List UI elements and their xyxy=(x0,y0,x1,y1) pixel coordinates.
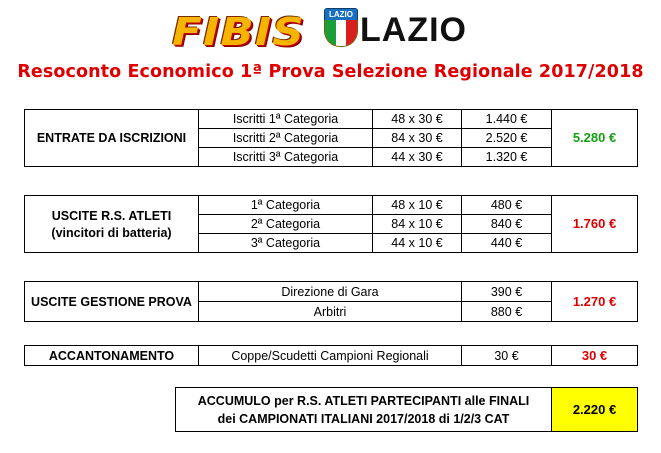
entrate-desc: Iscritti 2ª Categoria xyxy=(199,129,373,148)
table-row xyxy=(25,282,638,302)
accantonamento-total: 30 € xyxy=(552,346,638,366)
uscite-atleti-calc: 84 x 10 € xyxy=(373,215,462,234)
uscite-atleti-desc: 3ª Categoria xyxy=(199,234,373,253)
table-row xyxy=(176,388,638,432)
accumulo-description xyxy=(176,388,552,432)
fibis-lazio-logo xyxy=(168,8,478,52)
logo-lazio-text: LAZIO xyxy=(360,11,467,49)
uscite-gestione-amount: 880 € xyxy=(462,302,552,322)
uscite-gestione-desc: Direzione di Gara xyxy=(199,282,462,302)
accantonamento-label: ACCANTONAMENTO xyxy=(25,346,199,366)
accumulo-total: 2.220 € xyxy=(552,388,638,432)
accumulo-line2: dei CAMPIONATI ITALIANI 2017/2018 di 1/2/3 CAT xyxy=(217,411,510,426)
uscite-atleti-total: 1.760 € xyxy=(552,196,638,253)
entrate-amount: 1.440 € xyxy=(462,110,552,129)
italian-flag-icon xyxy=(324,20,358,47)
entrate-amount: 2.520 € xyxy=(462,129,552,148)
uscite-atleti-label-line1: USCITE R.S. ATLETI xyxy=(51,208,172,223)
accantonamento-desc: Coppe/Scudetti Campioni Regionali xyxy=(199,346,462,366)
uscite-atleti-calc: 44 x 10 € xyxy=(373,234,462,253)
shield-icon xyxy=(324,8,356,48)
uscite-atleti-amount: 480 € xyxy=(462,196,552,215)
shield-badge-text: LAZIO xyxy=(324,8,358,21)
accantonamento-table xyxy=(24,345,638,366)
uscite-gestione-total: 1.270 € xyxy=(552,282,638,322)
entrate-total: 5.280 € xyxy=(552,110,638,167)
entrate-desc: Iscritti 1ª Categoria xyxy=(199,110,373,129)
table-row xyxy=(25,110,638,129)
page-title: Resoconto Economico 1ª Prova Selezione Regionale 2017/2018 xyxy=(17,62,644,82)
accumulo-table xyxy=(175,387,638,432)
uscite-gestione-table xyxy=(24,281,638,322)
entrate-label: ENTRATE DA ISCRIZIONI xyxy=(25,110,199,167)
entrate-calc: 48 x 30 € xyxy=(373,110,462,129)
accumulo-line1: ACCUMULO per R.S. ATLETI PARTECIPANTI alle FINALI xyxy=(197,393,530,408)
table-row xyxy=(25,196,638,215)
accantonamento-amount: 30 € xyxy=(462,346,552,366)
uscite-gestione-desc: Arbitri xyxy=(199,302,462,322)
table-row xyxy=(25,346,638,366)
entrate-desc: Iscritti 3ª Categoria xyxy=(199,148,373,167)
entrate-amount: 1.320 € xyxy=(462,148,552,167)
uscite-atleti-calc: 48 x 10 € xyxy=(373,196,462,215)
uscite-atleti-amount: 440 € xyxy=(462,234,552,253)
uscite-atleti-label xyxy=(25,196,199,253)
uscite-atleti-desc: 1ª Categoria xyxy=(199,196,373,215)
entrate-calc: 44 x 30 € xyxy=(373,148,462,167)
uscite-atleti-label-line2: (vincitori di batteria) xyxy=(51,225,172,240)
uscite-atleti-table xyxy=(24,195,638,253)
logo-fibis-text: FIBIS xyxy=(172,10,305,54)
entrate-calc: 84 x 30 € xyxy=(373,129,462,148)
uscite-atleti-amount: 840 € xyxy=(462,215,552,234)
uscite-atleti-desc: 2ª Categoria xyxy=(199,215,373,234)
uscite-gestione-amount: 390 € xyxy=(462,282,552,302)
uscite-gestione-label: USCITE GESTIONE PROVA xyxy=(25,282,199,322)
entrate-table xyxy=(24,109,638,167)
